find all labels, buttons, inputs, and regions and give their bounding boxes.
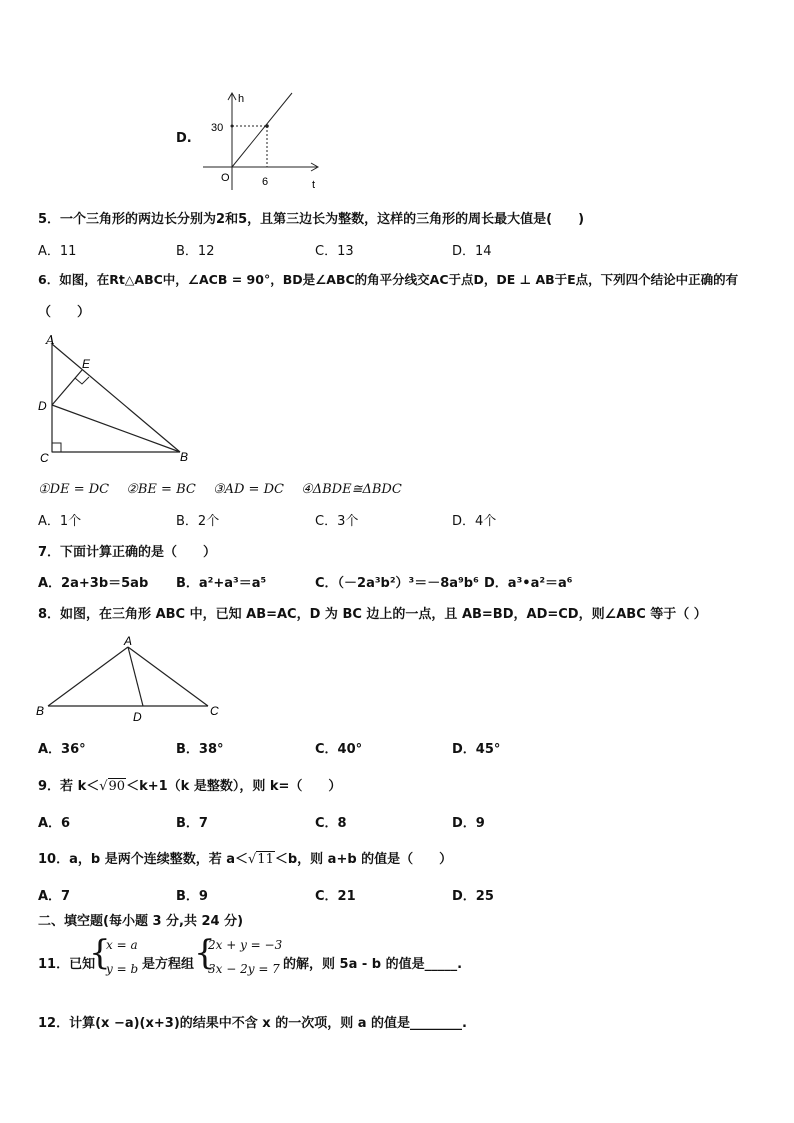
label-c: C [210,704,219,718]
sqrt-symbol: √ [248,852,257,867]
section-2-heading: 二、填空题(每小题 3 分,共 24 分) [38,914,244,929]
label-b: B [180,450,189,464]
y-axis-label: h [238,93,245,105]
q5-option-d: D．14 [452,244,492,259]
q11-sys1-line1: x = a [106,938,138,952]
q11-sys1-line2: y = b [106,962,139,976]
q10-radicand: 11 [257,852,274,867]
q10-text-after: ＜b，则 a+b 的值是（ ） [274,852,453,867]
q10-question [38,848,452,867]
q11-brace-2: { [194,933,216,973]
q7-option-b: B．a²+a³＝a⁵ [176,576,267,591]
label-c: C [40,451,49,465]
q9-text-before: 9．若 k＜ [38,779,100,794]
q9-option-b: B．7 [176,816,208,831]
q6-option-b: B．2个 [176,514,220,529]
q7-option-a: A．2a+3b＝5ab [38,576,149,591]
origin-label: O [221,172,230,184]
q9-text-after: ＜k+1（k 是整数），则 k=（ ） [126,779,342,794]
q5-option-c: C．13 [315,244,354,259]
segment-ab [52,344,180,452]
q6-question: 6．如图，在Rt△ABC中，∠ACB = 90°，BD是∠ABC的角平分线交AC于点D，DE ⊥ AB于E点，下列四个结论中正确的有 [38,272,739,287]
x-axis-label: t [312,179,316,191]
label-e: E [82,357,91,371]
q5-question: 5．一个三角形的两边长分别为2和5，且第三边长为整数，这样的三角形的周长最大值是( ) [38,212,585,227]
q9-option-a: A．6 [38,816,71,831]
q10-option-d: D．25 [452,889,494,904]
q8-question: 8．如图，在三角形 ABC 中，已知 AB=AC，D 为 BC 边上的一点，且 AB=BD，AD=CD，则∠ABC 等于（ ） [38,607,707,622]
label-a: A [124,635,133,648]
y-tick-label: 30 [211,122,224,134]
q11-middle: 是方程组 [142,957,195,972]
q6-question-paren: （ ） [38,305,91,320]
tick-30 [231,125,234,128]
q11-brace-1: { [89,933,111,973]
q11-suffix: 的解，则 5a - b 的值是_____. [283,957,463,972]
right-angle-e [75,377,89,384]
q6-option-a: A．1个 [38,514,82,529]
segment-ac [128,647,208,706]
q12-question: 12．计算(x −a)(x+3)的结果中不含 x 的一次项，则 a 的值是________. [38,1016,467,1031]
label-a: A [46,333,55,347]
segment-de [52,370,82,405]
q6-option-c: C．3个 [315,514,359,529]
x-tick-label: 6 [262,176,269,188]
q7-option-c: C．（－2a³b²）³＝－8a⁹b⁶ [315,576,479,591]
q11-sys2-line1: 2x + y = −3 [208,938,283,952]
q9-option-c: C．8 [315,816,347,831]
q5-option-a: A．11 [38,244,77,259]
q4-option-d-graph [195,88,330,193]
label-d: D [133,710,142,724]
q5-option-b: B．12 [176,244,215,259]
sqrt-symbol: √ [99,779,108,794]
q11-prefix: 11．已知 [38,957,96,972]
q6-option-d: D．4个 [452,514,497,529]
right-angle-c [52,443,61,452]
q8-option-b: B．38° [176,742,224,757]
q8-option-d: D．45° [452,742,501,757]
q10-option-b: B．9 [176,889,208,904]
q9-question [38,775,341,794]
q11-sys2-line2: 3x − 2y = 7 [208,962,280,976]
q6-statements: ①DE = DC ②BE = BC ③AD = DC ④ΔBDE≅ΔBDC [38,482,402,497]
label-b: B [36,704,45,718]
q8-option-a: A．36° [38,742,86,757]
q8-triangle-figure [30,635,230,725]
q10-text-before: 10．a，b 是两个连续整数，若 a＜ [38,852,248,867]
q7-option-d: D．a³•a²＝a⁶ [484,576,573,591]
point-6-30 [265,124,269,128]
q9-radicand: 90 [108,779,126,794]
q4-option-d-label: D. [176,131,192,146]
q8-option-c: C．40° [315,742,363,757]
q10-option-c: C．21 [315,889,356,904]
q9-option-d: D．9 [452,816,485,831]
segment-ab [48,647,128,706]
q6-triangle-figure [30,330,200,465]
label-d: D [38,399,47,413]
q10-option-a: A．7 [38,889,71,904]
q7-question: 7．下面计算正确的是（ ） [38,545,217,560]
segment-bd [52,405,180,452]
